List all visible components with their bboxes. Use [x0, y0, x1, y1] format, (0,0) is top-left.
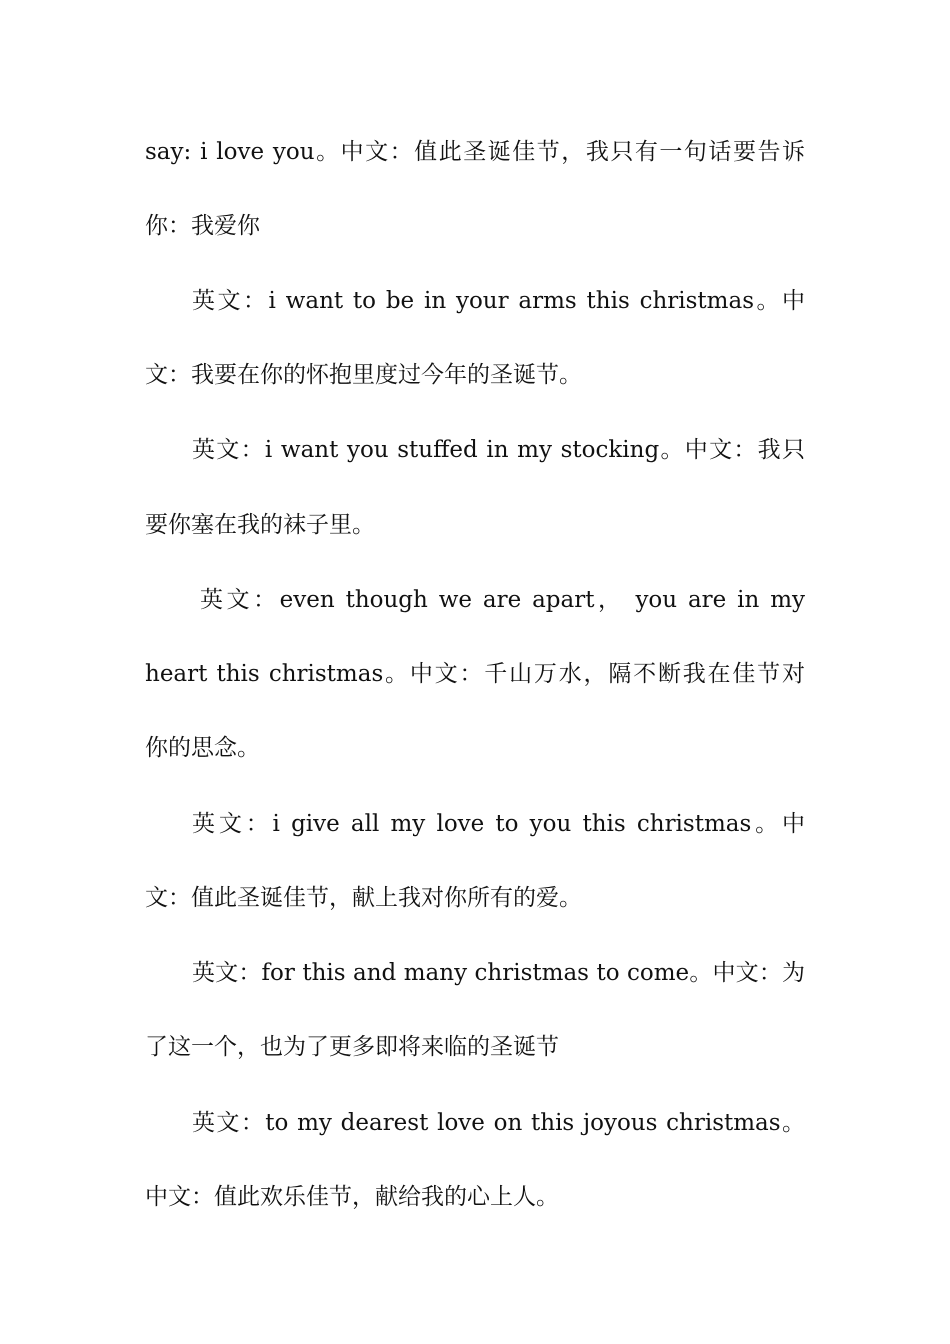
text-line: 你的思念。	[145, 735, 260, 761]
text-line: 英文：for this and many christmas to come。中文：为	[192, 960, 805, 986]
text-line: 英文：even though we are apart， you are in my	[200, 587, 805, 613]
text-line: 英文：i want you stuffed in my stocking。中文：我只	[192, 437, 805, 463]
text-line: 英文：i give all my love to you this christmas。中	[192, 811, 805, 837]
text-line: 英文：i want to be in your arms this christmas。中	[192, 288, 805, 314]
text-line: 英文：to my dearest love on this joyous christmas。	[192, 1110, 805, 1136]
text-line: 你：我爱你	[145, 213, 260, 239]
text-line: 文：我要在你的怀抱里度过今年的圣诞节。	[145, 362, 582, 388]
text-line: 中文：值此欢乐佳节，献给我的心上人。	[145, 1184, 559, 1210]
text-line: heart this christmas。中文：千山万水，隔不断我在佳节对	[145, 661, 805, 687]
text-line: 文：值此圣诞佳节，献上我对你所有的爱。	[145, 885, 582, 911]
text-line: 要你塞在我的袜子里。	[145, 512, 375, 538]
text-line: say: i love you。中文：值此圣诞佳节，我只有一句话要告诉	[145, 139, 805, 165]
text-line: 了这一个，也为了更多即将来临的圣诞节	[145, 1034, 559, 1060]
